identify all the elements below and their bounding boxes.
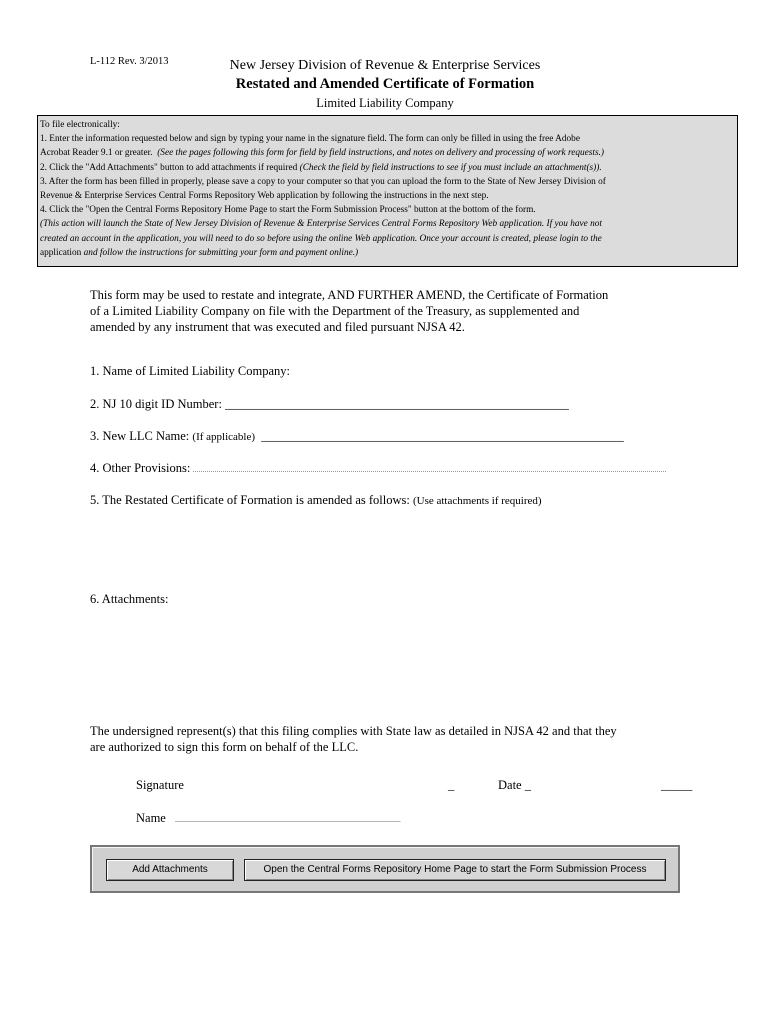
date-label: Date _ <box>498 778 531 792</box>
name-field[interactable]: _________________________________________ <box>175 811 401 823</box>
instruction-line: To file electronically: <box>40 120 120 130</box>
other-provisions-label: 4. Other Provisions: <box>90 461 191 475</box>
new-llc-name-line: __________________________________________________________ <box>261 429 624 443</box>
attachments-field[interactable] <box>90 592 168 607</box>
llc-name-field[interactable] <box>90 364 290 379</box>
signature-field[interactable]: _ <box>448 778 455 792</box>
instructions-box <box>37 115 738 267</box>
amendment-label: 5. The Restated Certificate of Formation is amended as follows: <box>90 493 410 507</box>
id-number-field[interactable] <box>90 397 569 412</box>
amendment-field[interactable] <box>90 493 542 508</box>
name-label: Name <box>136 811 166 825</box>
id-number-line: _______________________________________________________ <box>225 397 569 411</box>
new-llc-name-label: 3. New LLC Name: <box>90 429 190 443</box>
new-llc-name-note: (If applicable) <box>192 431 256 443</box>
attachments-label: 6. Attachments: <box>90 592 169 606</box>
instruction-line: created an account in the application, you will need to do so before using the online Web application. Once your account is created, please login to the <box>40 233 602 244</box>
intro-line: of a Limited Liability Company on file with the Department of the Treasury, as supplemented and <box>90 304 580 318</box>
statement-line: The undersigned represent(s) that this filing complies with State law as detailed in NJSA 42 and that they <box>90 724 617 738</box>
open-repository-button[interactable]: Open the Central Forms Repository Home Page to start the Form Submission Process <box>244 859 666 881</box>
intro-line: This form may be used to restate and integrate, AND FURTHER AMEND, the Certificate of Formation <box>90 288 609 302</box>
instruction-line: 2. Click the "Add Attachments" button to add attachments if required (Check the field by field instructions to see if you must include an attachment(s)). <box>40 162 602 173</box>
instruction-line: (This action will launch the State of New Jersey Division of Revenue & Enterprise Services Central Forms Repository Web application. If you have not <box>40 219 603 230</box>
id-number-label: 2. NJ 10 digit ID Number: <box>90 397 222 411</box>
amendment-note: (Use attachments if required) <box>412 495 542 507</box>
instruction-line: Acrobat Reader 9.1 or greater. (See the pages following this form for field by field instructions, and notes on delivery and processing of work requests.) <box>40 148 605 159</box>
instruction-line: Revenue & Enterprise Services Central Forms Repository Web application by following the instructions in the next step. <box>40 191 489 202</box>
instruction-line: 1. Enter the information requested below and sign by typing your name in the signature field. The form can only be filled in using the free Adobe <box>40 134 580 145</box>
instruction-line: application and follow the instructions for submitting your form and payment online.) <box>40 247 359 258</box>
signature-label: Signature <box>136 778 184 792</box>
instruction-note: (See the pages following this form for field by field instructions, and notes on delivery and processing of work requests.) <box>157 148 605 159</box>
new-llc-name-field[interactable] <box>90 429 624 444</box>
form-id: L-112 Rev. 3/2013 <box>90 56 169 67</box>
button-panel <box>90 845 680 893</box>
llc-name-label: 1. Name of Limited Liability Company: <box>90 364 290 378</box>
statement-line: are authorized to sign this form on behalf of the LLC. <box>90 740 359 754</box>
intro-paragraph <box>90 287 700 335</box>
other-provisions-line <box>193 461 666 472</box>
instruction-line: 4. Click the "Open the Central Forms Repository Home Page to start the Form Submission Process" button at the bottom of the form. <box>40 205 536 216</box>
instruction-line: 3. After the form has been filled in properly, please save a copy to your computer so that you can upload the form to the State of New Jersey Division of <box>40 176 606 187</box>
instruction-note: (Check the field by field instructions to see if you must include an attachment(s)). <box>299 162 602 173</box>
page-subtitle: Limited Liability Company <box>316 96 454 110</box>
page-title: Restated and Amended Certificate of Formation <box>235 76 535 92</box>
other-provisions-field[interactable] <box>90 461 666 476</box>
certification-statement <box>90 723 700 755</box>
agency-name: New Jersey Division of Revenue & Enterprise Services <box>229 58 541 73</box>
date-field[interactable]: _____ <box>661 778 693 792</box>
add-attachments-button[interactable]: Add Attachments <box>106 859 234 881</box>
intro-line: amended by any instrument that was executed and filed pursuant NJSA 42. <box>90 320 465 334</box>
